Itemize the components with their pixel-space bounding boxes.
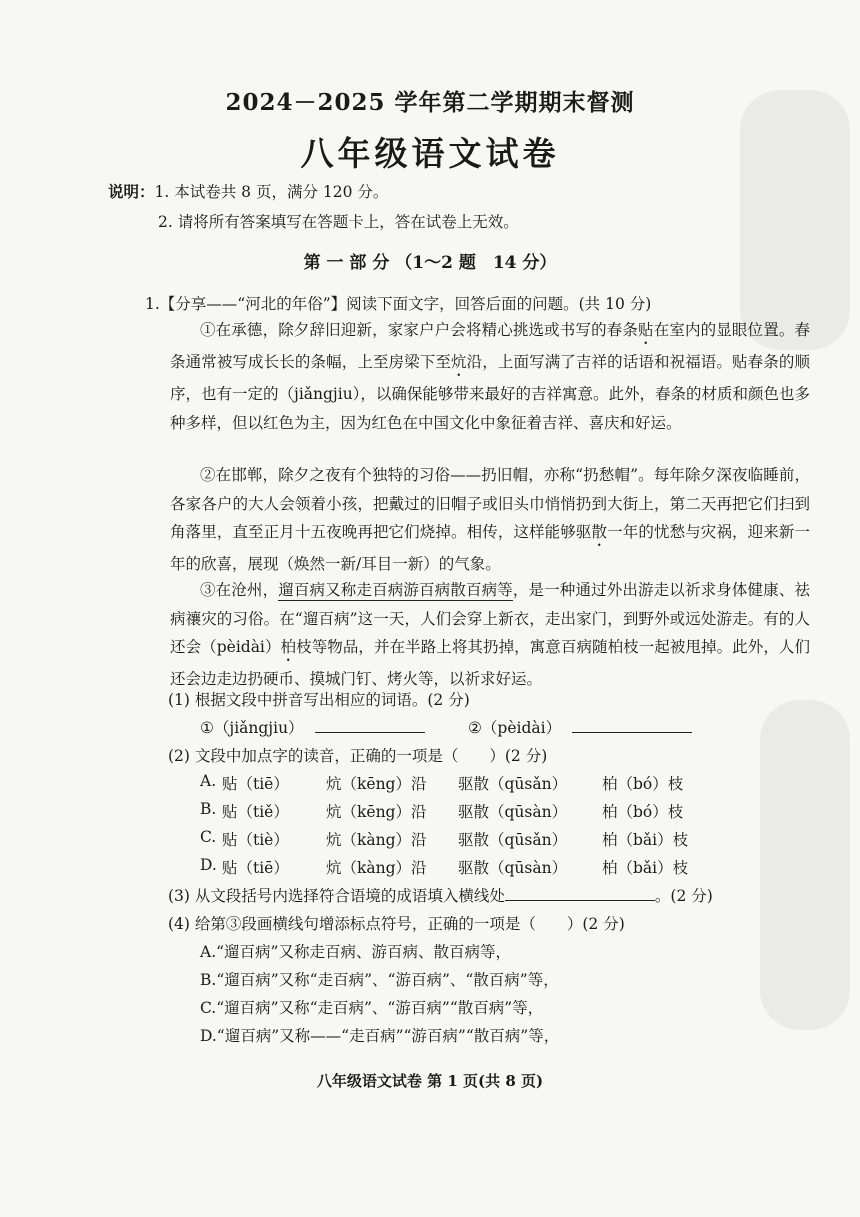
dotted-char: 炕	[451, 353, 467, 371]
option-cell: 柏（bǎi）枝	[602, 859, 689, 877]
option-cell: 柏（bó）枝	[602, 803, 684, 821]
option-d: D.“遛百病”又称——“走百病”“游百病”“散百病”等，	[200, 1027, 560, 1045]
sub-question-3-points: 。(2 分)	[654, 887, 713, 905]
paragraph-text: 一年的忧愁与灾祸，迎来新一年的欣喜，展现	[170, 523, 810, 573]
instruction-item-2: 2. 请将所有答案填写在答题卡上，答在试卷上无效。	[158, 213, 519, 231]
sub-question-1-stem: (1) 根据文段中拼音写出相应的词语。(2 分)	[168, 691, 470, 709]
option-label: B.	[200, 800, 217, 818]
paragraph-text: ①在承德，除夕辞旧迎新，家家户户会将精心挑选或书写的春条	[200, 321, 639, 339]
pinyin-prompt: ①（jiǎngjiu）	[200, 719, 304, 737]
option-cell: 贴（tiè）	[222, 831, 289, 849]
paragraph-text: ，是一种通过外出游走以祈求身体健康、祛病禳灾的习俗。在“遛百病”这一天，人们会穿上新衣，走出家门，到野外或远处游走。有的人还会（pèidài）	[170, 581, 810, 656]
option-label: C.	[200, 828, 217, 846]
option-cell: 贴（tiē）	[222, 775, 289, 793]
option-cell: 炕（kēng）沿	[326, 775, 427, 793]
option-cell: 驱散（qūsàn）	[458, 859, 568, 877]
option-cell: 贴（tiě）	[222, 803, 289, 821]
pinyin-prompt: ②（pèidài）	[468, 719, 562, 737]
sub-question-2-stem: (2) 文段中加点字的读音，正确的一项是（ ）(2 分)	[168, 747, 548, 765]
dotted-char: 柏	[280, 638, 297, 656]
paragraph-text: 沿，上面写满了吉祥的话语和祝福语。贴春条的顺序，也有一定的（jiǎngjiu），以确保能够带来最好的吉祥寓意。此外，春条的材质和颜色也多种多样，但以红色为主，因为红色在中国文化中象征着吉祥、喜庆和好运。	[170, 353, 810, 432]
instructions-label: 说明：	[108, 182, 155, 201]
section-heading: 第 一 部 分 （1～2 题 14 分）	[303, 253, 557, 273]
paragraph-text: 在室内的显眼位置。春条通常被写成长长的条幅，上至房梁下至	[170, 321, 810, 371]
option-cell: 炕（kàng）沿	[326, 859, 427, 877]
underlined-sentence: 遛百病又称走百病游百病散百病等	[278, 581, 513, 599]
sub-question-1-b	[468, 716, 692, 738]
sub-question-3-stem: (3) 从文段括号内选择符合语境的成语填入横线处	[168, 887, 505, 905]
answer-blank	[505, 900, 655, 901]
option-cell: 炕（kàng）沿	[326, 831, 427, 849]
passage-paragraph-2	[170, 461, 810, 579]
answer-blank	[572, 732, 692, 733]
option-a: A.“遛百病”又称走百病、游百病、散百病等，	[200, 943, 511, 961]
dotted-char: 散	[591, 523, 608, 541]
paragraph-text: （焕然一新/耳目一新）的气象。	[278, 555, 501, 573]
sub-question-1-a	[200, 716, 425, 738]
paragraph-text: 枝等物品，并在半路上将其扔掉，寓意百病随柏枝一起被甩掉。此外，人们还会边走边扔硬币、摸城门钉、烤火等，以祈求好运。	[170, 638, 810, 688]
dotted-char: 贴	[638, 321, 654, 339]
question-1-stem: 1.【分享——“河北的年俗”】阅读下面文字，回答后面的问题。(共 10 分)	[145, 295, 652, 313]
instructions	[108, 180, 388, 202]
option-cell: 驱散（qūsǎn）	[458, 831, 568, 849]
bleed-through-shadow	[760, 700, 850, 1030]
paragraph-text: ②在邯郸，除夕之夜有个独特的习俗——扔旧帽，亦称“扔愁帽”。每年除夕深夜临睡前，各家各户的大人会领着小孩，把戴过的旧帽子或旧头巾悄悄扔到大街上，第二天再把它们扫到角落里，直至正月十五夜晚再把它们烧掉。相传，这样能够驱	[170, 466, 810, 541]
paper-title: 八年级语文试卷	[300, 134, 560, 173]
instruction-item-1: 1. 本试卷共 8 页，满分 120 分。	[154, 183, 389, 201]
option-cell: 柏（bǎi）枝	[602, 831, 689, 849]
option-label: A.	[200, 772, 217, 790]
option-label: D.	[200, 856, 217, 874]
option-cell: 贴（tiē）	[222, 859, 289, 877]
option-cell: 柏（bó）枝	[602, 775, 684, 793]
option-cell: 炕（kēng）沿	[326, 803, 427, 821]
passage-paragraph-1	[170, 316, 810, 437]
option-c: C.“遛百病”又称“走百病”、“游百病”“散百病”等，	[200, 999, 544, 1017]
exam-title: 2024－2025 学年第二学期期末督测	[225, 89, 635, 116]
option-cell: 驱散（qūsǎn）	[458, 775, 568, 793]
sub-question-4-stem: (4) 给第③段画横线句增添标点符号，正确的一项是（ ）(2 分)	[168, 915, 625, 933]
answer-blank	[315, 732, 425, 733]
page-footer: 八年级语文试卷 第 1 页(共 8 页)	[316, 1072, 544, 1090]
paragraph-text: ③在沧州，	[200, 581, 279, 599]
passage-paragraph-3	[170, 576, 810, 694]
option-cell: 驱散（qūsàn）	[458, 803, 568, 821]
option-b: B.“遛百病”又称“走百病”、“游百病”、“散百病”等，	[200, 971, 559, 989]
sub-question-3	[168, 884, 713, 906]
